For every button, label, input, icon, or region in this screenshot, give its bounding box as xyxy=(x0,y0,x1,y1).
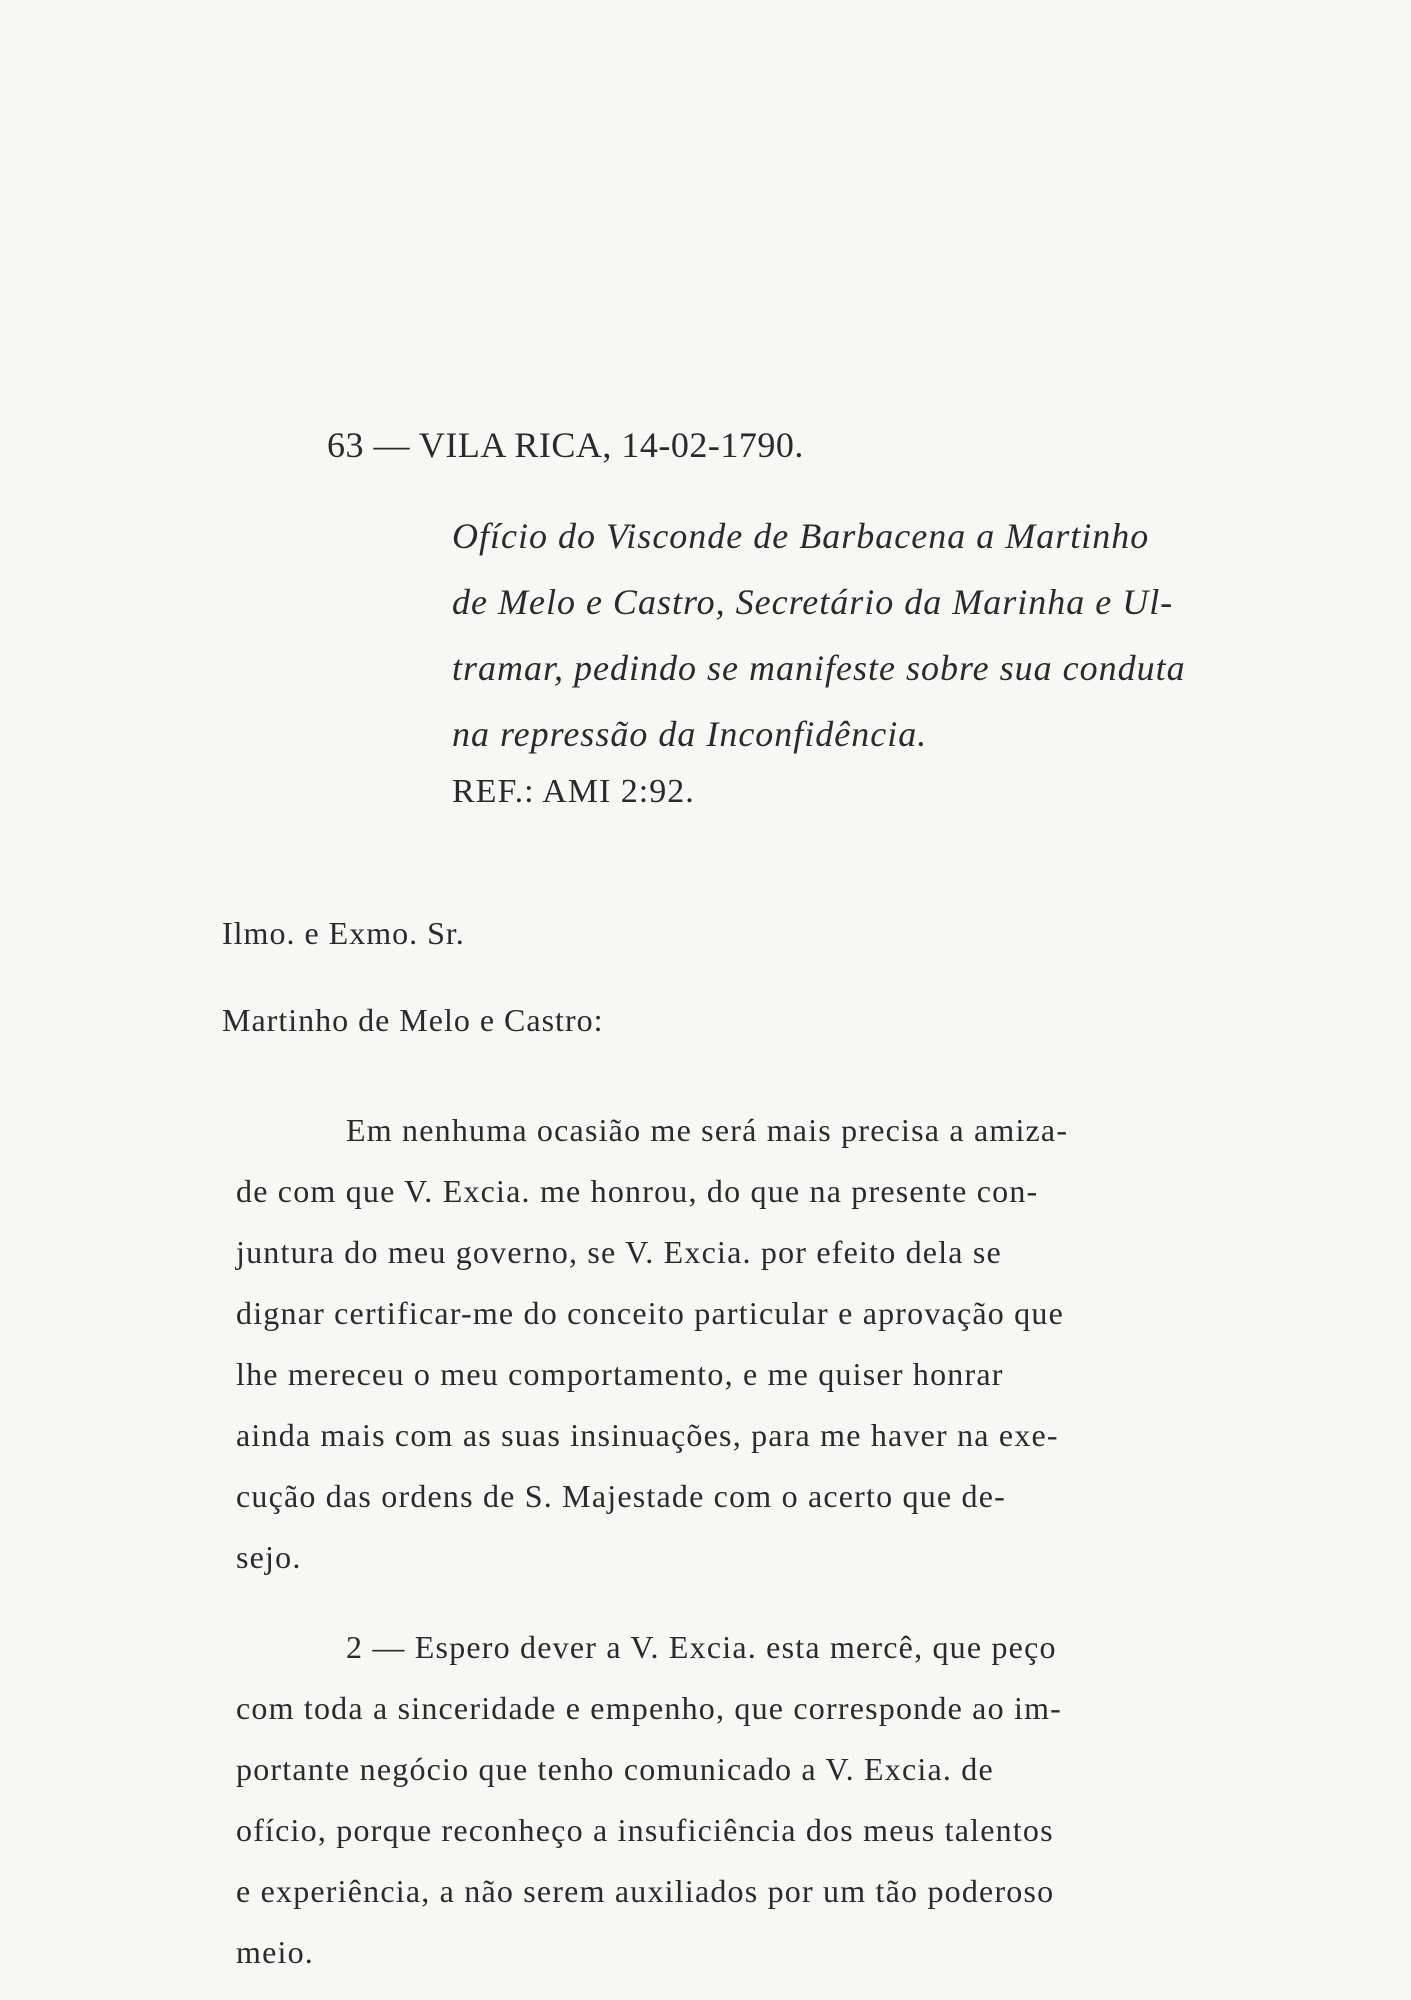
summary-line: Ofício do Visconde de Barbacena a Martinho xyxy=(452,516,1150,556)
paragraph-line: meio. xyxy=(236,1934,314,1970)
document-heading: 63 — VILA RICA, 14-02-1790. xyxy=(327,425,804,465)
paragraph-line: cução das ordens de S. Majestade com o acerto que de- xyxy=(236,1478,1006,1514)
paragraph-line: juntura do meu governo, se V. Excia. por efeito dela se xyxy=(236,1234,1002,1270)
paragraph-line: sejo. xyxy=(236,1539,302,1575)
summary-line: de Melo e Castro, Secretário da Marinha e Ul- xyxy=(452,582,1174,622)
paragraph-line: e experiência, a não serem auxiliados por um tão poderoso xyxy=(236,1873,1055,1909)
paragraph-line: Em nenhuma ocasião me será mais precisa a amiza- xyxy=(346,1112,1069,1148)
paragraph-2 xyxy=(236,1617,1336,1983)
paragraph-line: portante negócio que tenho comunicado a V. Excia. de xyxy=(236,1751,994,1787)
document-summary xyxy=(452,503,1312,767)
summary-line: na repressão da Inconfidência. xyxy=(452,714,928,754)
paragraph-1 xyxy=(236,1100,1336,1588)
addressee: Martinho de Melo e Castro: xyxy=(222,1002,604,1038)
paragraph-line: lhe mereceu o meu comportamento, e me quiser honrar xyxy=(236,1356,1004,1392)
paragraph-line: dignar certificar-me do conceito particular e aprovação que xyxy=(236,1295,1064,1331)
paragraph-line: ofício, porque reconheço a insuficiência dos meus talentos xyxy=(236,1812,1054,1848)
paragraph-line: ainda mais com as suas insinuações, para me haver na exe- xyxy=(236,1417,1059,1453)
salutation: Ilmo. e Exmo. Sr. xyxy=(222,915,465,951)
paragraph-line: 2 — Espero dever a V. Excia. esta mercê, que peço xyxy=(346,1629,1057,1665)
paragraph-line: de com que V. Excia. me honrou, do que na presente con- xyxy=(236,1173,1039,1209)
summary-line: tramar, pedindo se manifeste sobre sua conduta xyxy=(452,648,1186,688)
reference-line: REF.: AMI 2:92. xyxy=(452,773,695,810)
paragraph-line: com toda a sinceridade e empenho, que corresponde ao im- xyxy=(236,1690,1063,1726)
